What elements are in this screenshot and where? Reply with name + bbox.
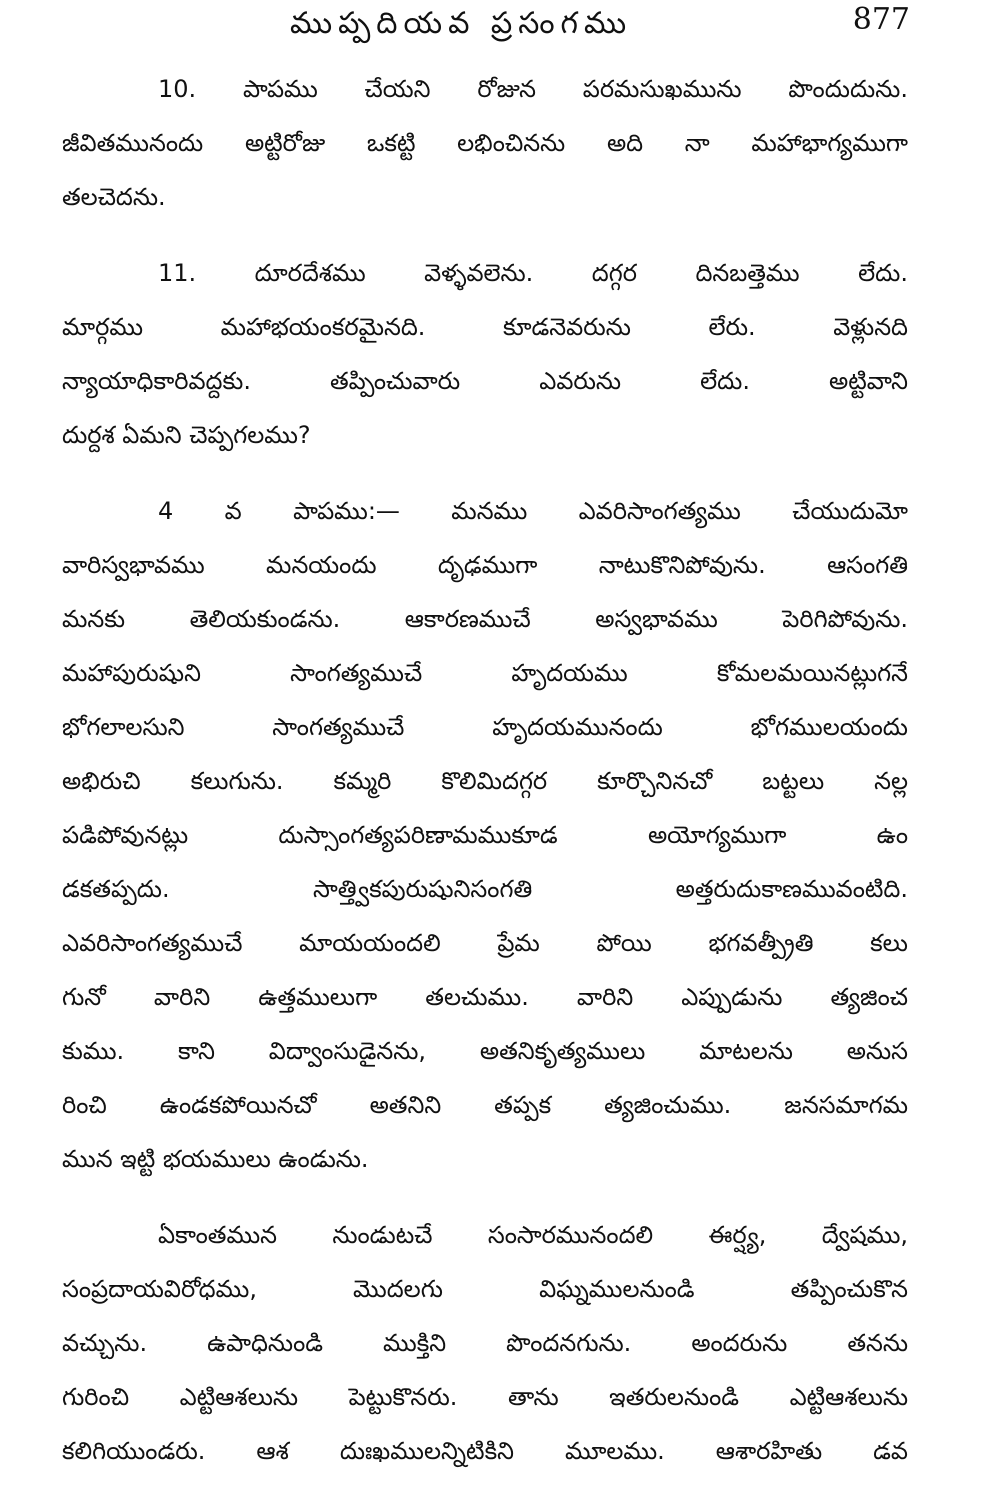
- text-line: పడిపోవునట్లు దుస్సాంగత్యపరిణామముకూడ అయోగ్యముగా ఉం: [62, 821, 908, 849]
- text-line: ఏకాంతమున నుండుటచే సంసారమునందలి ఈర్ష్య, ద్వేషము,: [158, 1221, 908, 1249]
- paragraph-11: [62, 246, 908, 462]
- text-line: దుర్దశ ఏమని చెప్పగలము?: [62, 421, 311, 449]
- text-line: మనకు తెలియకుండను. ఆకారణముచే అస్వభావము పెరిగిపోవును.: [62, 605, 908, 633]
- page-header: [60, 2, 910, 52]
- running-head: ముప్పదియవ ప్రసంగము: [290, 6, 633, 41]
- page-number: 877: [852, 2, 910, 37]
- text-line: డకతప్పదు. సాత్త్వికపురుషునిసంగతి అత్తరుదుకాణమువంటిది.: [62, 875, 908, 903]
- text-line: వారిస్వభావము మనయందు దృఢముగా నాటుకొనిపోవును. ఆసంగతి: [62, 551, 908, 579]
- paragraph-gap: [62, 1186, 908, 1208]
- text-line: 10. పాపము చేయని రోజున పరమసుఖమును పొందుదును.: [158, 75, 908, 103]
- text-line: అభిరుచి కలుగును. కమ్మరి కొలిమిదగ్గర కూర్చొనినచో బట్టలు నల్ల: [62, 767, 908, 795]
- paragraph-gap: [62, 224, 908, 246]
- body-text: [62, 62, 908, 1478]
- text-line: వచ్చును. ఉపాధినుండి ముక్తిని పొందనగును. అందరును తనను: [62, 1329, 908, 1357]
- text-line: మహాపురుషుని సాంగత్యముచే హృదయము కోమలమయినట్లుగనే: [62, 659, 908, 687]
- text-line: ఎవరిసాంగత్యముచే మాయయందలి ప్రేమ పోయి భగవత్ప్రీతి కలు: [62, 929, 908, 957]
- text-line: రించి ఉండకపోయినచో అతనిని తప్పక త్యజించుము. జనసమాగమ: [62, 1091, 908, 1119]
- text-line: తలచెదను.: [62, 183, 166, 211]
- text-line: మార్గము మహాభయంకరమైనది. కూడనెవరును లేరు. వెళ్లునది: [62, 313, 908, 341]
- text-line: మున ఇట్టి భయములు ఉండును.: [62, 1145, 369, 1173]
- text-line: సంప్రదాయవిరోధము, మొదలగు విఘ్నములనుండి తప్పించుకొన: [62, 1275, 908, 1303]
- text-line: జీవితమునందు అట్టిరోజు ఒకట్టి లభించినను అది నా మహాభాగ్యముగా: [62, 129, 908, 157]
- text-line: గురించి ఎట్టిఆశలును పెట్టుకొనరు. తాను ఇతరులనుండి ఎట్టిఆశలును: [62, 1383, 908, 1411]
- text-line: కలిగియుండరు. ఆశ దుఃఖములన్నిటికిని మూలము. ఆశారహితు డవ: [62, 1437, 908, 1465]
- text-line: న్యాయాధికారివద్దకు. తప్పించువారు ఎవరును లేదు. అట్టివాని: [62, 367, 908, 395]
- text-line: కుము. కాని విద్వాంసుడైనను, అతనికృత్యములు మాటలను అనుస: [62, 1037, 908, 1065]
- paragraph-10: [62, 62, 908, 224]
- paragraph-solitude: [62, 1208, 908, 1478]
- text-line: గునో వారిని ఉత్తములుగా తలచుము. వారిని ఎప్పుడును త్యజించ: [62, 983, 908, 1011]
- text-line: 4 వ పాపము:— మనము ఎవరిసాంగత్యము చేయుదుమో: [158, 497, 908, 525]
- text-line: 11. దూరదేశము వెళ్ళవలెను. దగ్గర దినబత్తెము లేదు.: [158, 259, 908, 287]
- paragraph-sin-4: [62, 484, 908, 1186]
- text-line: భోగలాలసుని సాంగత్యముచే హృదయమునందు భోగములయందు: [62, 713, 908, 741]
- paragraph-gap: [62, 462, 908, 484]
